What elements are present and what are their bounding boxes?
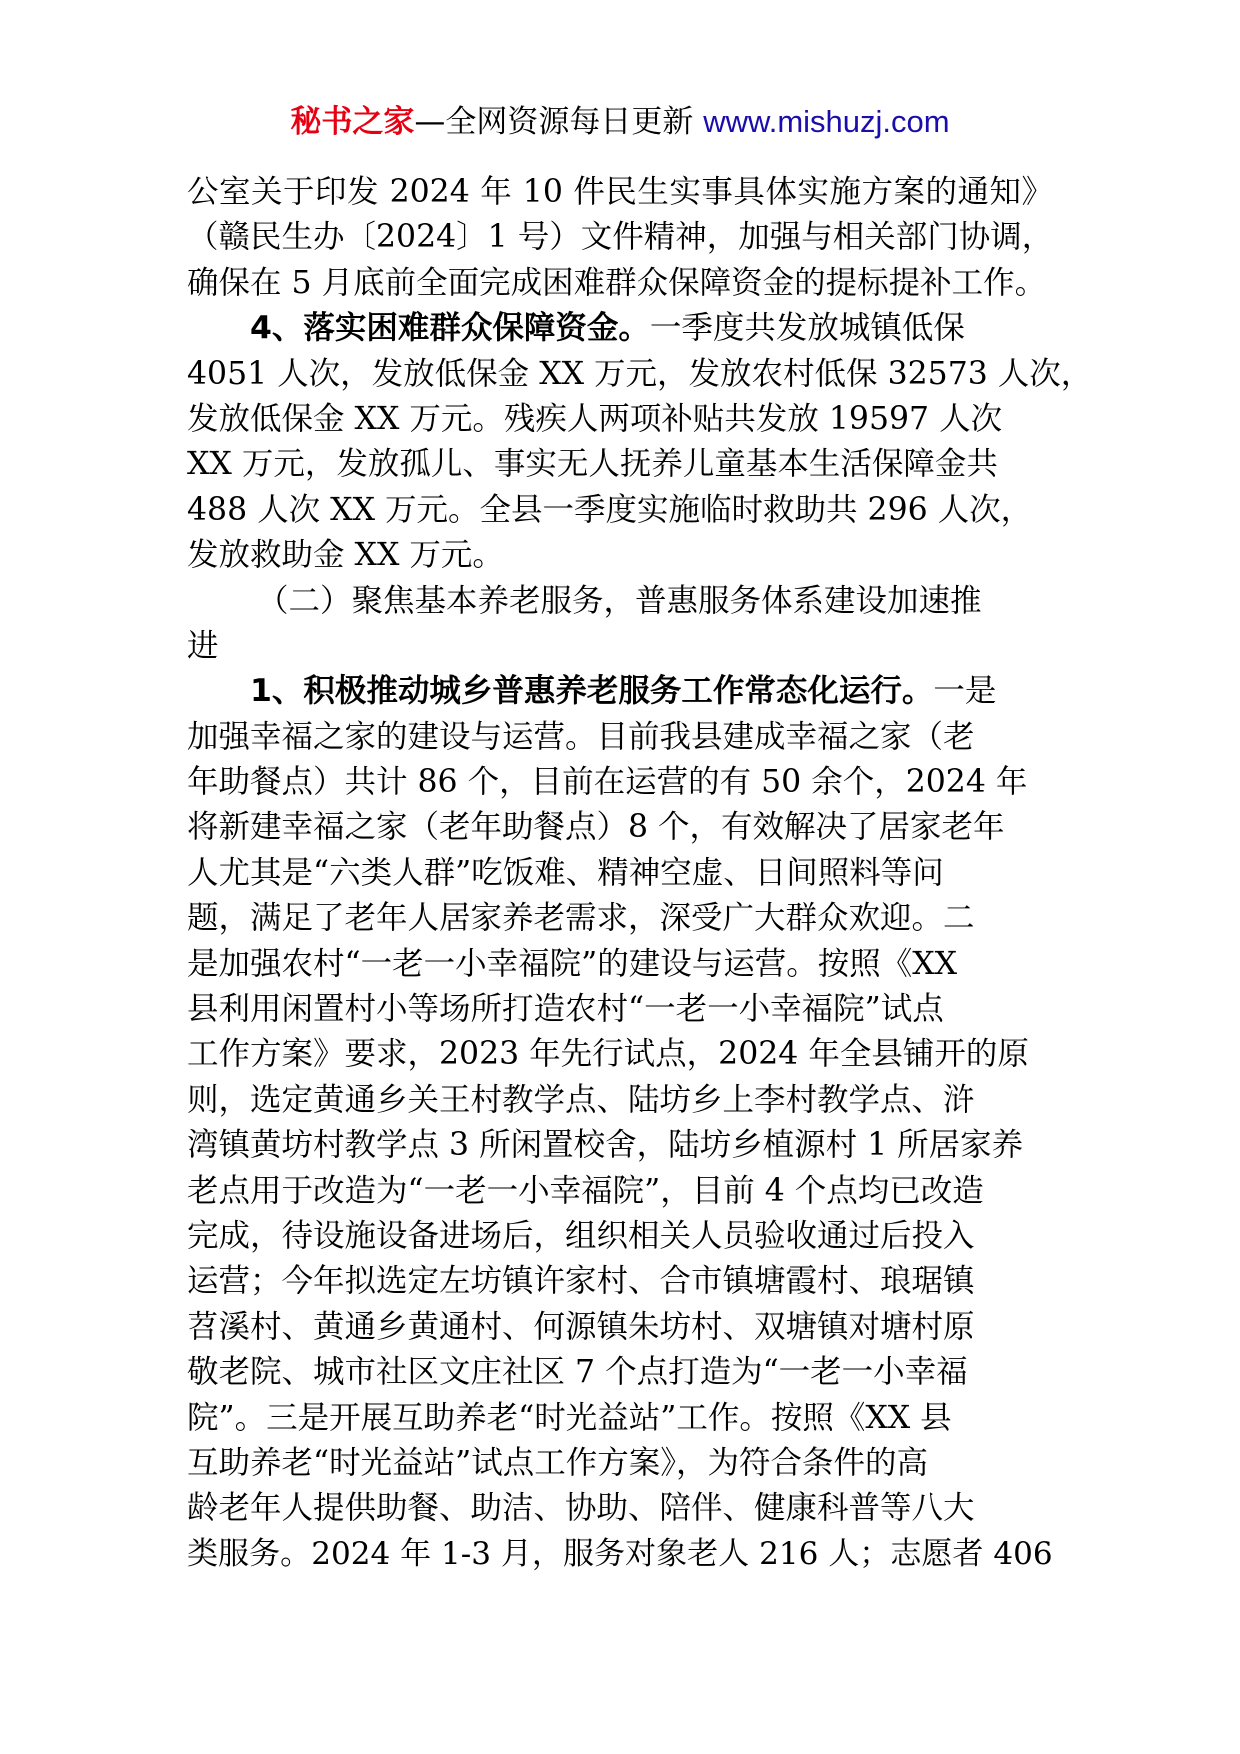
text-line: 运营；今年拟选定左坊镇许家村、合市镇塘霞村、琅琚镇: [187, 1263, 975, 1300]
text-line: 题，满足了老年人居家养老需求，深受广大群众欢迎。二: [187, 900, 975, 937]
text-line: 发放低保金 XX 万元。残疾人两项补贴共发放 19597 人次: [187, 400, 1003, 437]
text-line: 湾镇黄坊村教学点 3 所闲置校舍，陆坊乡植源村 1 所居家养: [187, 1127, 1024, 1164]
subsection-heading: （二）聚焦基本养老服务，普惠服务体系建设加速推: [257, 582, 982, 619]
text-line: 老点用于改造为“一老一小幸福院”，目前 4 个点均已改造: [187, 1172, 984, 1209]
text-line: 工作方案》要求，2023 年先行试点，2024 年全县铺开的原: [187, 1036, 1029, 1073]
subsection-heading-line: [187, 579, 1053, 624]
section-heading-line: 4、落实困难群众保障资金。一季度共发放城镇低保: [250, 310, 965, 347]
text-line: 完成，待设施设备进场后，组织相关人员验收通过后投入: [187, 1217, 975, 1254]
text-line: （赣民生办〔2024〕1 号）文件精神，加强与相关部门协调，: [187, 219, 1054, 256]
text-line: 年助餐点）共计 86 个，目前在运营的有 50 余个，2024 年: [187, 764, 1028, 801]
website-url: www.mishuzj.com: [703, 104, 950, 139]
text-line: XX 万元，发放孤儿、事实无人抚养儿童基本生活保障金共: [187, 446, 998, 483]
text-line: 敬老院、城市社区文庄社区 7 个点打造为“一老一小幸福: [187, 1354, 968, 1391]
text-line: 院”。三是开展互助养老“时光益站”工作。按照《XX 县: [187, 1399, 952, 1436]
document-body: [187, 170, 1093, 1577]
text-line: 将新建幸福之家（老年助餐点）8 个，有效解决了居家老年: [187, 809, 1005, 846]
text-line: 确保在 5 月底前全面完成困难群众保障资金的提标提补工作。: [187, 264, 1047, 301]
page-header: [0, 100, 1240, 144]
text-line: 类服务。2024 年 1-3 月，服务对象老人 216 人；志愿者 406: [187, 1535, 1053, 1572]
header-tagline: —全网资源每日更新: [414, 104, 704, 140]
text-line: 县利用闲置村小等场所打造农村“一老一小幸福院”试点: [187, 991, 944, 1028]
text-line: 发放救助金 XX 万元。: [187, 537, 504, 574]
text-line: 488 人次 XX 万元。全县一季度实施临时救助共 296 人次，: [187, 491, 1033, 528]
text-line: 进: [187, 627, 219, 664]
section-heading: 1、积极推动城乡普惠养老服务工作常态化运行。: [250, 673, 934, 710]
section-heading-line: 1、积极推动城乡普惠养老服务工作常态化运行。一是: [250, 673, 997, 710]
text-line: 加强幸福之家的建设与运营。目前我县建成幸福之家（老: [187, 718, 975, 755]
brand-name: 秘书之家: [290, 104, 415, 140]
text-line: 人尤其是“六类人群”吃饭难、精神空虚、日间照料等问: [187, 854, 944, 891]
text-line: 公室关于印发 2024 年 10 件民生实事具体实施方案的通知》: [187, 174, 1053, 210]
text-line: 则，选定黄通乡关王村教学点、陆坊乡上李村教学点、浒: [187, 1081, 975, 1118]
text-line: 龄老年人提供助餐、助洁、协助、陪伴、健康科普等八大: [187, 1490, 975, 1527]
text-line: 苕溪村、黄通乡黄通村、何源镇朱坊村、双塘镇对塘村原: [187, 1308, 975, 1345]
text-line: 互助养老“时光益站”试点工作方案》，为符合条件的高: [187, 1444, 928, 1481]
section-heading: 4、落实困难群众保障资金。: [250, 310, 650, 347]
text-line: 是加强农村“一老一小幸福院”的建设与运营。按照《XX: [187, 945, 958, 982]
text-line: 4051 人次，发放低保金 XX 万元，发放农村低保 32573 人次，: [187, 355, 1093, 392]
